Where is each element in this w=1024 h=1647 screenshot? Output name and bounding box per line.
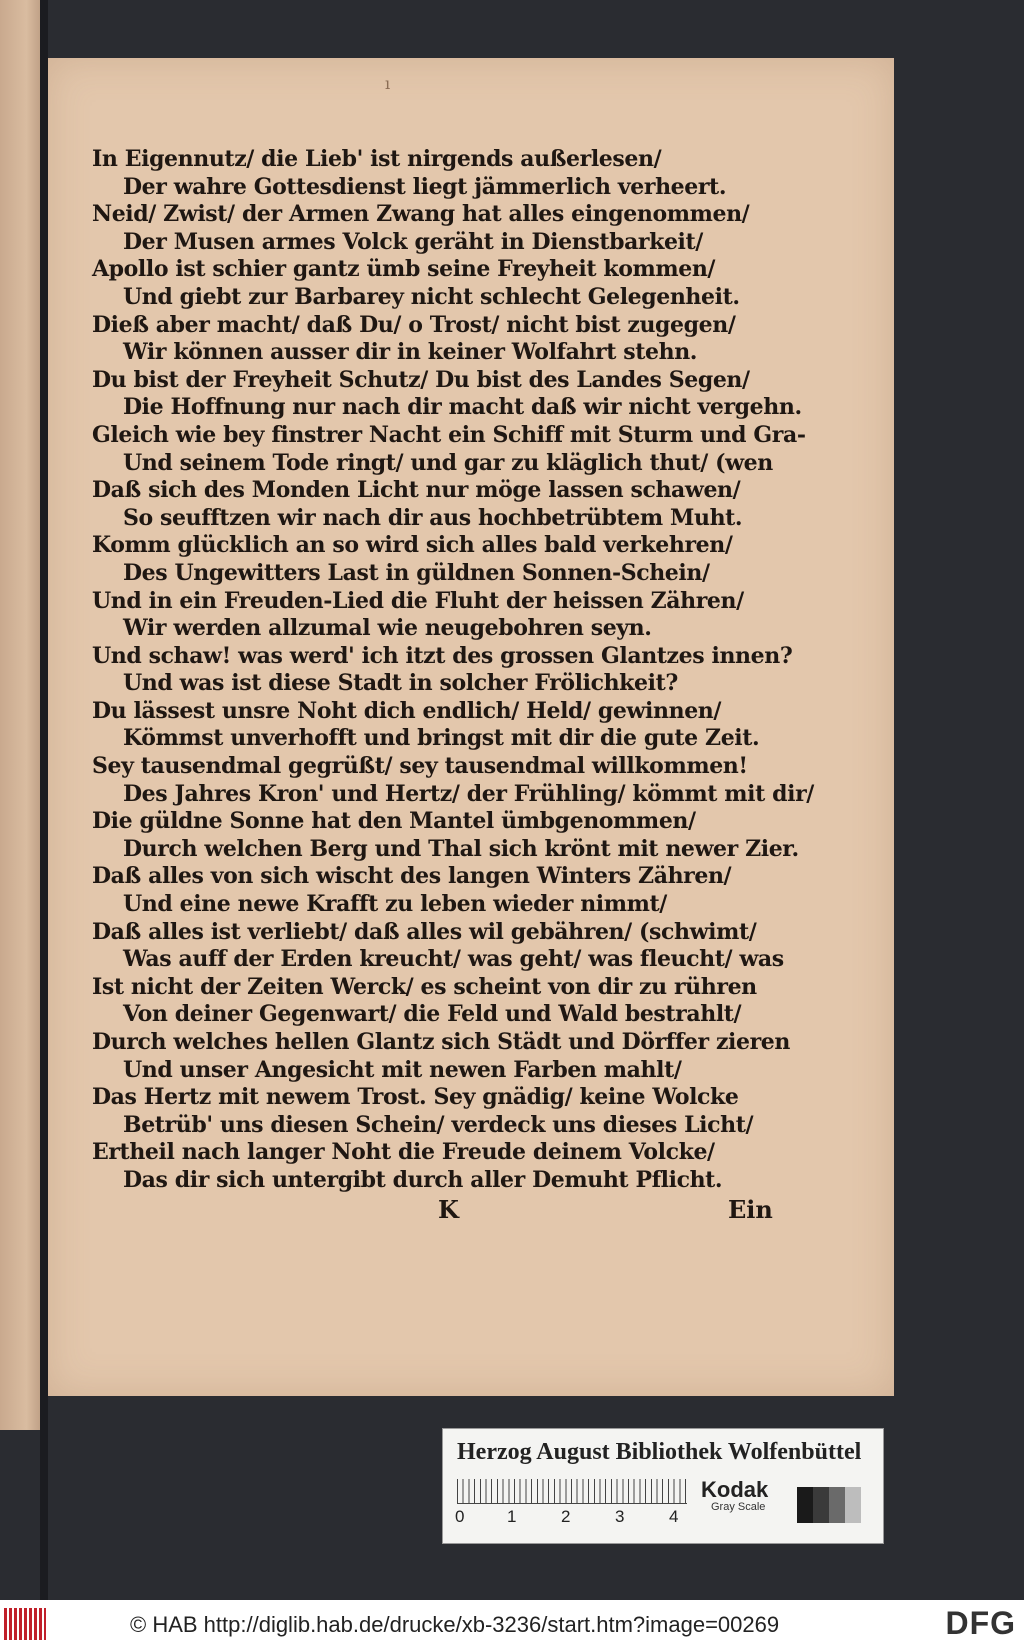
poem-line: Ertheil nach langer Noht die Freude deinem Volcke/ xyxy=(92,1139,715,1166)
gray-patch xyxy=(829,1487,845,1523)
poem-line: Und in ein Freuden-Lied die Fluht der heissen Zähren/ xyxy=(92,587,744,614)
poem-line: Das Hertz mit newem Trost. Sey gnädig/ keine Wolcke xyxy=(92,1084,739,1111)
poem-line: Und seinem Tode ringt/ und gar zu kläglich thut/ (wen xyxy=(123,449,773,476)
poem-line: Du lässest unsre Noht dich endlich/ Held/ gewinnen/ xyxy=(92,697,722,724)
poem-line: Des Jahres Kron' und Hertz/ der Frühling/ kömmt mit dir/ xyxy=(123,780,814,807)
footer-bar xyxy=(0,1600,1024,1647)
catchword: Ein xyxy=(728,1195,773,1224)
poem-line: Komm glücklich an so wird sich alles bald verkehren/ xyxy=(92,532,733,559)
poem-line: Kömmst unverhofft und bringst mit dir die gute Zeit. xyxy=(123,725,760,752)
poem-line: Und giebt zur Barbarey nicht schlecht Gelegenheit. xyxy=(123,283,740,310)
ruler-label: 1 xyxy=(507,1507,517,1526)
poem-line: Und was ist diese Stadt in solcher Frölichkeit? xyxy=(123,670,678,697)
poem-line: Du bist der Freyheit Schutz/ Du bist des Landes Segen/ xyxy=(92,366,750,393)
document-page xyxy=(48,58,894,1396)
poem-line: Durch welchen Berg und Thal sich krönt mit newer Zier. xyxy=(123,835,799,862)
kodak-subtitle: Gray Scale xyxy=(711,1501,766,1513)
poem-line: Die Hoffnung nur nach dir macht daß wir nicht vergehn. xyxy=(123,394,802,421)
ruler-label: 2 xyxy=(561,1507,571,1526)
ruler-label: 4 xyxy=(669,1507,679,1526)
ruler-ticks xyxy=(457,1479,687,1503)
poem-line: Neid/ Zwist/ der Armen Zwang hat alles eingenommen/ xyxy=(92,201,750,228)
gray-patch xyxy=(813,1487,829,1523)
poem-line: Apollo ist schier gantz ümb seine Freyheit kommen/ xyxy=(92,256,716,283)
poem-line: Der wahre Gottesdienst liegt jämmerlich verheert. xyxy=(123,173,727,200)
kodak-label xyxy=(701,1477,768,1513)
color-target-card xyxy=(442,1428,884,1544)
poem-line: In Eigennutz/ die Lieb' ist nirgends außerlesen/ xyxy=(92,146,662,172)
poem-line: Dieß aber macht/ daß Du/ o Trost/ nicht bist zugegen/ xyxy=(92,311,736,338)
poem-line: Durch welches hellen Glantz sich Städt und Dörffer zieren xyxy=(92,1029,790,1055)
library-name: Herzog August Bibliothek Wolfenbüttel xyxy=(457,1439,862,1465)
gray-patch xyxy=(845,1487,861,1523)
footer-credit-link[interactable]: © HAB http://diglib.hab.de/drucke/xb-3236/start.htm?image=00269 xyxy=(130,1612,780,1637)
kodak-brand: Kodak xyxy=(701,1477,769,1502)
scale-ruler xyxy=(455,1479,687,1526)
poem-line: Und unser Angesicht mit newen Farben mahlt/ xyxy=(123,1056,682,1083)
gray-patch xyxy=(797,1487,813,1523)
poem-line: Daß alles ist verliebt/ daß alles wil gebähren/ (schwimt/ xyxy=(92,918,757,945)
poem-line: Sey tausendmal gegrüßt/ sey tausendmal willkommen! xyxy=(92,753,748,780)
poem-line: Und eine newe Krafft zu leben wieder nimmt/ xyxy=(123,891,667,918)
barcode-icon xyxy=(4,1608,46,1640)
poem-line: Betrüb' uns diesen Schein/ verdeck uns dieses Licht/ xyxy=(123,1111,754,1138)
ruler-label: 0 xyxy=(455,1507,465,1526)
poem-line: Daß alles von sich wischt des langen Winters Zähren/ xyxy=(92,863,732,890)
poem-text xyxy=(92,146,832,1195)
poem-line: Von deiner Gegenwart/ die Feld und Wald bestrahlt/ xyxy=(123,1001,742,1028)
poem-line: Daß sich des Monden Licht nur möge lassen schawen/ xyxy=(92,477,741,504)
poem-line: Das dir sich untergibt durch aller Demuht Pflicht. xyxy=(123,1166,723,1193)
ruler-baseline xyxy=(457,1503,687,1504)
signature-mark: K xyxy=(438,1195,459,1224)
previous-page-edge xyxy=(0,0,44,1430)
page-top-mark: ı xyxy=(385,74,391,93)
ruler-label: 3 xyxy=(615,1507,625,1526)
poem-line: Was auff der Erden kreucht/ was geht/ was fleucht/ was xyxy=(123,946,784,973)
poem-line: Wir werden allzumal wie neugebohren seyn. xyxy=(123,615,652,642)
poem-line: Und schaw! was werd' ich itzt des grossen Glantzes innen? xyxy=(92,642,793,669)
poem-line: Ist nicht der Zeiten Werck/ es scheint von dir zu rühren xyxy=(92,973,757,1000)
gutter-shadow xyxy=(40,0,48,1600)
poem-line: Des Ungewitters Last in güldnen Sonnen-Schein/ xyxy=(123,559,710,586)
poem-line: Der Musen armes Volck geräht in Dienstbarkeit/ xyxy=(123,228,703,255)
poem-line: So seufftzen wir nach dir aus hochbetrübtem Muht. xyxy=(123,504,743,531)
poem-line: Wir können ausser dir in keiner Wolfahrt stehn. xyxy=(123,339,698,366)
gray-scale-patches xyxy=(797,1487,861,1523)
poem-line: Die güldne Sonne hat den Mantel ümbgenommen/ xyxy=(92,808,696,835)
dfg-logo: DFG xyxy=(945,1605,1016,1641)
poem-line: Gleich wie bey finstrer Nacht ein Schiff mit Sturm und Gra- xyxy=(92,421,806,448)
